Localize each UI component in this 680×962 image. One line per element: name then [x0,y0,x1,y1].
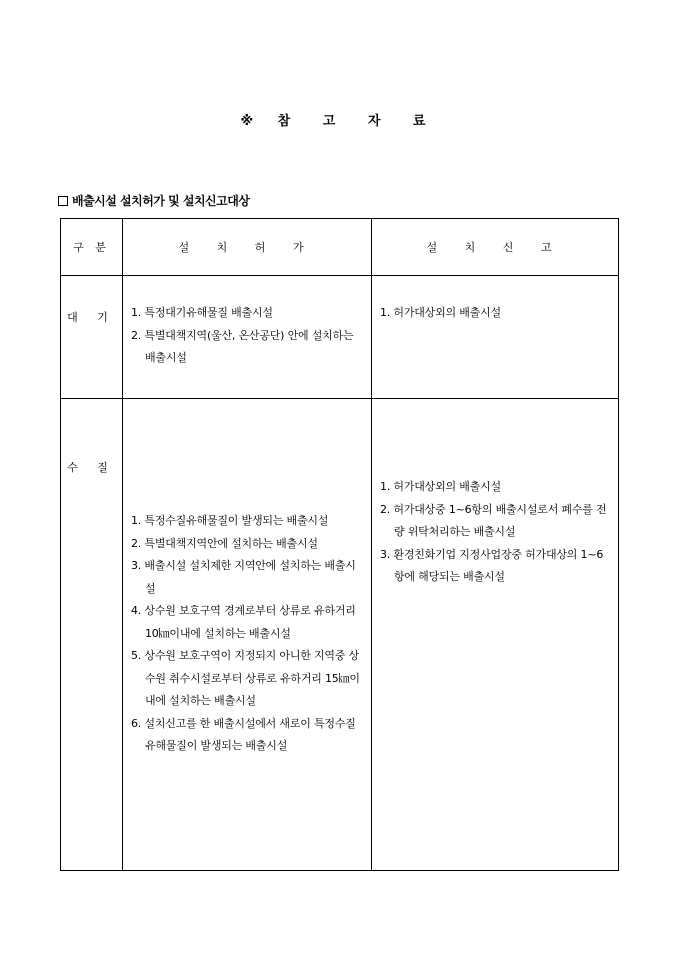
header-category: 구 분 [61,219,123,276]
list-item: 2. 허가대상중 1~6항의 배출시설로서 폐수를 전량 위탁처리하는 배출시설 [380,502,607,538]
permit-list-air [123,276,371,370]
report-list-water [372,399,618,589]
list-item: 3. 환경친화기업 지정사업장중 허가대상의 1~6항에 해당되는 배출시설 [380,547,604,583]
list-item: 1. 특정대기유해물질 배출시설 [131,306,273,319]
list-item: 2. 특별대책지역안에 설치하는 배출시설 [131,536,318,550]
category-water: 수 질 [67,461,116,474]
section-heading-text: 배출시설 설치허가 및 설치신고대상 [72,194,250,208]
list-item: 1. 허가대상외의 배출시설 [380,306,501,319]
permit-cell [123,276,372,399]
list-item: 3. 배출시설 설치제한 지역안에 설치하는 배출시설 [131,559,356,595]
permit-list-water [123,399,371,758]
list-item: 4. 상수원 보호구역 경계로부터 상류로 유하거리 10㎞이내에 설치하는 배출시설 [131,604,356,640]
checkbox-icon [58,196,68,206]
list-item: 1. 특정수질유해물질이 발생되는 배출시설 [131,514,329,527]
facility-table [60,218,619,871]
category-cell [61,276,123,399]
list-item: 6. 설치신고를 한 배출시설에서 새로이 특정수질유해물질이 발생되는 배출시설 [131,716,356,752]
report-list-air [372,276,618,325]
report-cell [372,399,619,871]
category-cell [61,399,123,871]
reference-mark-icon: ※ [240,114,260,129]
list-item: 1. 허가대상외의 배출시설 [380,480,501,493]
list-item: 2. 특별대책지역(울산, 온산공단) 안에 설치하는 배출시설 [131,328,354,364]
section-heading [58,192,249,209]
list-item: 5. 상수원 보호구역이 지정되지 아니한 지역중 상수원 취수시설로부터 상류로 유하거리 15㎞이내에 설치하는 배출시설 [131,649,360,707]
permit-cell [123,399,372,871]
table-row-water [61,399,619,871]
header-report: 설 치 신 고 [372,219,619,276]
table-row-air [61,276,619,399]
report-cell [372,276,619,399]
table-header-row [61,219,619,276]
document-title [0,110,680,129]
category-air: 대 기 [67,311,116,324]
header-permit: 설 치 허 가 [123,219,372,276]
title-text: 참 고 자 료 [277,114,440,129]
